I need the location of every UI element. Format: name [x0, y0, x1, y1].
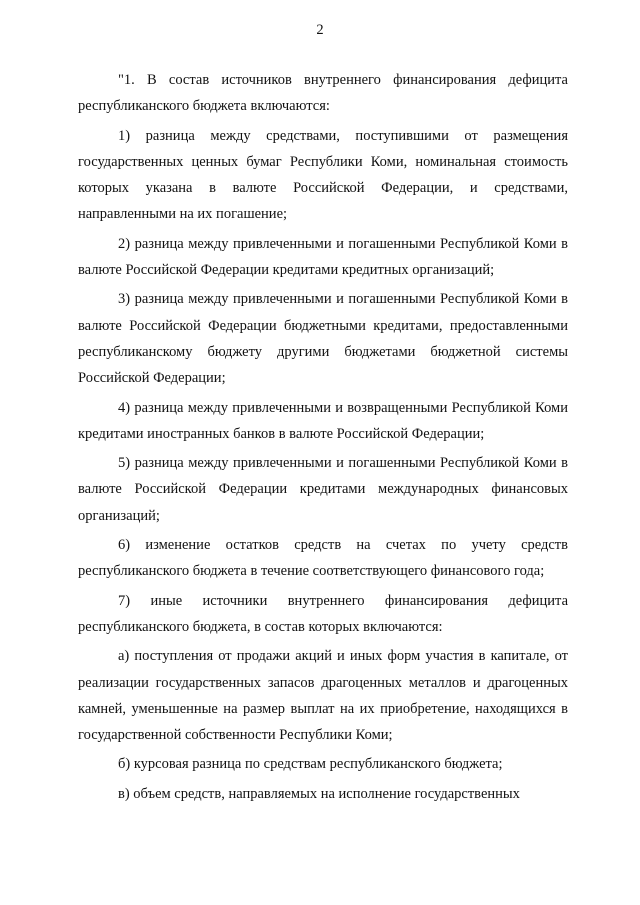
paragraph-item-3: 3) разница между привлеченными и погашенными Республикой Коми в валюте Российской Федерации бюджетными кредитами, предоставленными республиканскому бюджету другими бюджетами бюджетной системы Российской Федерации; [78, 291, 568, 387]
paragraph-item-5: 5) разница между привлеченными и погашенными Республикой Коми в валюте Российской Федерации кредитами международных финансовых организаций; [78, 455, 568, 524]
paragraph-item-6: 6) изменение остатков средств на счетах по учету средств республиканского бюджета в течение соответствующего финансового года; [78, 537, 568, 580]
paragraph-subitem-v: в) объем средств, направляемых на исполнение государственных [118, 785, 520, 802]
paragraph-item-2: 2) разница между привлеченными и погашенными Республикой Коми в валюте Российской Федерации кредитами кредитных организаций; [78, 235, 568, 279]
document-body [78, 67, 568, 810]
paragraph-item-1: 1) разница между средствами, поступившими от размещения государственных ценных бумаг Республики Коми, номинальная стоимость которых указана в валюте Российской Федерации, и средствами, направленными на их погашение; [78, 127, 568, 223]
paragraph-subitem-b: б) курсовая разница по средствам республиканского бюджета; [118, 756, 503, 773]
paragraph-item-7: 7) иные источники внутреннего финансирования дефицита республиканского бюджета, в состав которых включаются: [78, 592, 568, 635]
paragraph-subitem-a: а) поступления от продажи акций и иных форм участия в капитале, от реализации государственных запасов драгоценных металлов и драгоценных камней, уменьшенные на размер выплат на их приобретение, находящихся в государственной собственности Республики Коми; [78, 648, 568, 744]
page-number: 2 [316, 22, 324, 38]
paragraph-item-4: 4) разница между привлеченными и возвращенными Республикой Коми кредитами иностранных банков в валюте Российской Федерации; [78, 399, 568, 442]
paragraph-intro: "1. В состав источников внутреннего финансирования дефицита республиканского бюджета включаются: [78, 72, 568, 115]
